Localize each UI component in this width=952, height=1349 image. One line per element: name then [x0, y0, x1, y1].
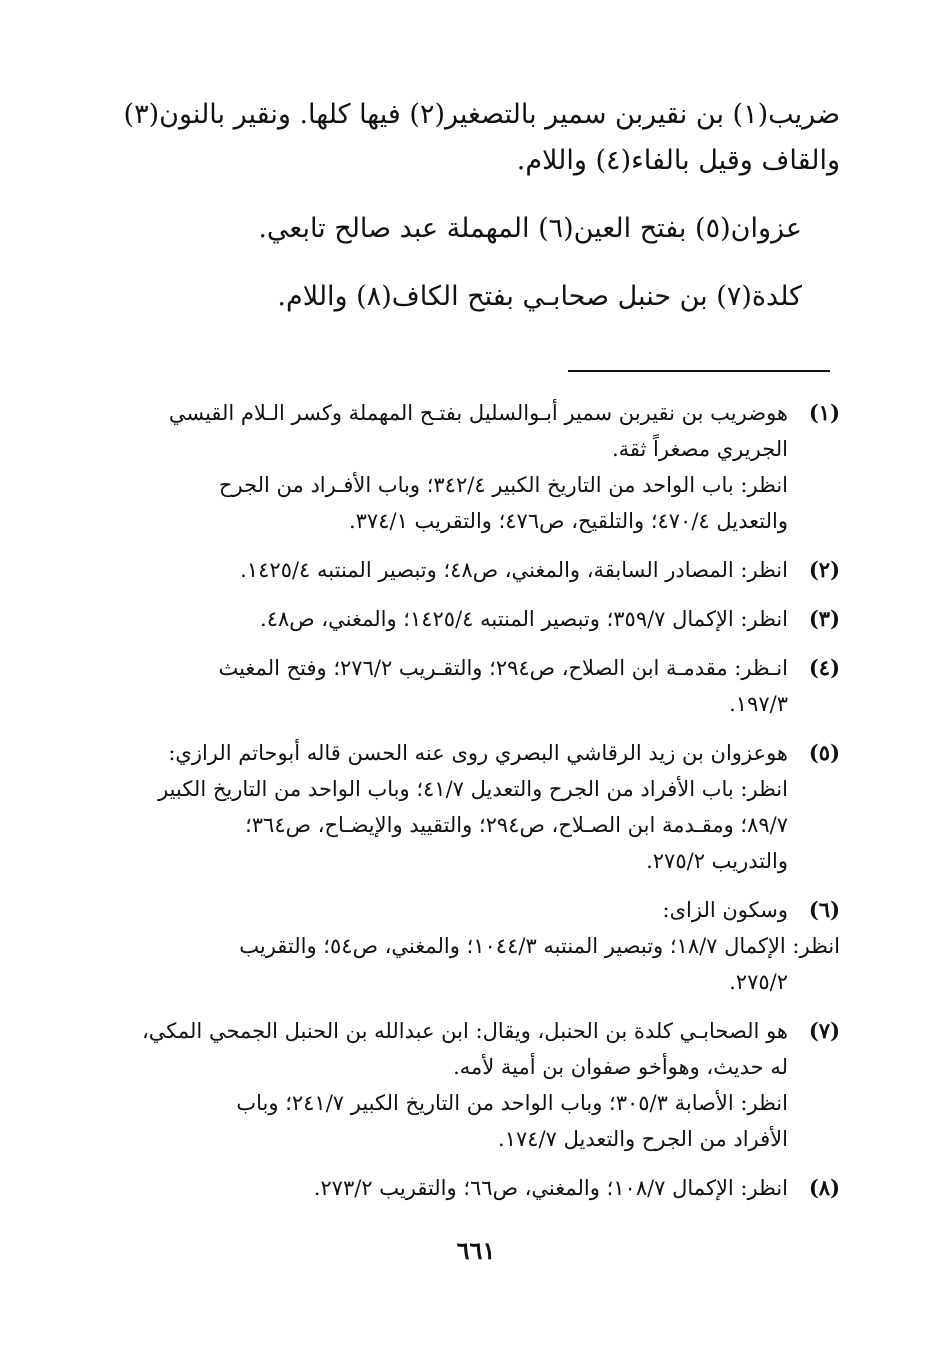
- footnote: [140, 735, 840, 879]
- footnote-line: انظر: الأصابة ٣٠٥/٣؛ وباب الواحد من التاريخ الكبير ٢٤١/٧؛ وباب: [236, 1091, 788, 1115]
- footnote: [140, 601, 840, 637]
- main-text-line: عزوان(٥) بفتح العين(٦) المهملة عبد صالح تابعي.: [258, 213, 802, 244]
- footnote-line: والتعديل ٤٧٠/٤؛ والتلقيح، ص٤٧٦؛ والتقريب ٣٧٤/١.: [348, 509, 788, 533]
- footnote-line: انظر: الإكمال ١٠٨/٧؛ والمغني، ص٦٦؛ والتقريب ٢٧٣/٢.: [313, 1176, 788, 1200]
- footnote-line: انظر: المصادر السابقة، والمغني، ص٤٨؛ وتبصير المنتبه ١٤٢٥/٤.: [240, 558, 788, 582]
- footnote-line: هو الصحابـي كلدة بن الحنبل، ويقال: ابن عبدالله بن الحنبل الجمحي المكي،: [142, 1019, 788, 1043]
- footnote-line: انظر: باب الأفراد من الجرح والتعديل ٤١/٧؛ وباب الواحد من التاريخ الكبير: [158, 777, 788, 801]
- footnote-line: الأفراد من الجرح والتعديل ١٧٤/٧.: [498, 1127, 788, 1151]
- footnote-number: (٨): [808, 1175, 840, 1200]
- footnote: [140, 1170, 840, 1206]
- footnote-line: ٨٩/٧؛ ومقـدمة ابن الصـلاح، ص٢٩٤؛ والتقييد والإيضـاح، ص٣٦٤؛: [245, 813, 788, 837]
- footnote: [140, 892, 840, 1000]
- footnote-line: هوعزوان بن زيد الرقاشي البصري روى عنه الحسن قاله أبوحاتم الرازي:: [168, 741, 788, 765]
- footnote-line: انظر: باب الواحد من التاريخ الكبير ٣٤٢/٤؛ وباب الأفـراد من الجرح: [218, 473, 788, 497]
- page-number: ٦٦١: [456, 1236, 496, 1265]
- footnote-line: هوضريب بن نقيربن سمير أبـوالسليل بفتـح المهملة وكسر الـلام القيسي: [168, 401, 788, 425]
- main-text-line: والقاف وقيل بالفاء(٤) واللام.: [516, 145, 840, 176]
- footnote-number: (٦): [808, 897, 840, 922]
- footnote-line: انظر: الإكمال ٣٥٩/٧؛ وتبصير المنتبه ١٤٢٥/٤؛ والمغني، ص٤٨.: [260, 607, 788, 631]
- footnote: [140, 1013, 840, 1157]
- footnote-number: (١): [808, 400, 840, 425]
- footnote: [140, 552, 840, 588]
- main-text-line: كلدة(٧) بن حنبل صحابـي بفتح الكاف(٨) واللام.: [277, 281, 802, 312]
- footnote-number: (٥): [808, 740, 840, 765]
- main-text-line: ضريب(١) بن نقيربن سمير بالتصغير(٢) فيها كلها. ونقير بالنون(٣): [123, 99, 840, 130]
- footnotes: [140, 395, 840, 1219]
- footnote-line: ٢٧٥/٢.: [729, 970, 788, 994]
- footnote: [140, 395, 840, 539]
- footnote-line: وسكون الزاى:: [662, 898, 788, 922]
- footnote-divider: [568, 370, 830, 372]
- main-text: [123, 92, 840, 320]
- footnote-line: الجريري مصغراً ثقة.: [611, 437, 788, 461]
- footnote: [140, 650, 840, 722]
- footnote-line: ١٩٧/٣.: [729, 692, 788, 716]
- footnote-number: (٤): [808, 655, 840, 680]
- footnote-line: انظر: الإكمال ١٨/٧؛ وتبصير المنتبه ١٠٤٤/٣؛ والمغني، ص٥٤؛ والتقريب: [239, 934, 840, 958]
- footnote-line: والتدريب ٢٧٥/٢.: [646, 849, 788, 873]
- footnote-line: له حديث، وهوأخو صفوان بن أمية لأمه.: [453, 1055, 788, 1079]
- footnote-number: (٢): [808, 557, 840, 582]
- footnote-number: (٣): [808, 606, 840, 631]
- footnote-number: (٧): [808, 1018, 840, 1043]
- footnote-line: انـظر: مقدمـة ابن الصلاح، ص٢٩٤؛ والتقـريب ٢٧٦/٢؛ وفتح المغيث: [218, 656, 788, 680]
